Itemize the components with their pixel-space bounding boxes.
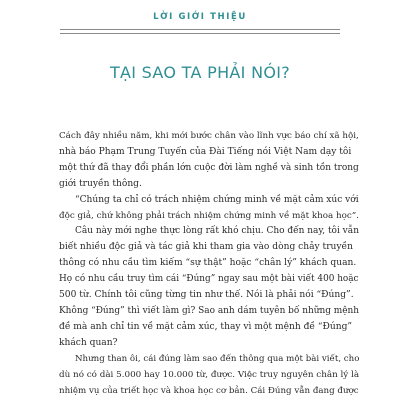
paragraph-1 [59,129,359,193]
text-line: Cách đây nhiều năm, khi mới bước chân vào lĩnh vực báo chí xã hội, [59,131,359,141]
text-line: thông có nhu cầu tìm kiếm “sự thật” hoặc “chân lý” khách quan. [59,258,357,269]
paragraph-3 [59,224,359,351]
text-line: Họ có nhu cầu truy tìm cái “Đúng” ngay sau một bài viết 400 hoặc [59,274,359,285]
text-line: Không “Đúng” thì viết làm gì? Sao anh dám tuyên bố những mệnh [59,305,360,316]
text-line: Câu này mới nghe thực lòng rất khó chịu. Cho đến nay, tôi vẫn [75,226,360,237]
text-line: “Chúng ta chỉ có trách nhiệm chứng minh về mặt cảm xúc với [75,194,359,205]
body-text [59,129,359,399]
section-label: LỜI GIỚI THIỆU [153,12,247,22]
chapter-title: TẠI SAO TA PHẢI NÓI? [109,63,291,82]
text-line: nhiệm vụ của triết học và khoa học cơ bản. Cái Đúng vẫn đang được [59,385,359,396]
header-rule-bottom [60,33,340,34]
text-line: Nhưng than ôi, cái đúng làm sao đến thông qua một bài viết, cho [75,353,360,364]
text-line: biết nhiều độc giả và tác giả khi tham gia vào dòng chảy truyền [59,242,353,253]
text-line: một thứ đã thay đổi phần lớn cuộc đời làm nghề và sinh tồn trong [59,162,359,173]
text-line: đề mà anh chỉ tin về mặt cảm xúc, thay vì một mệnh đề “Đúng” [59,321,353,332]
text-line: 500 từ. Chính tôi cũng từng tin như thế. Nói là phải nói “Đúng”. [59,290,354,301]
header-rule-top [60,29,340,30]
text-line: nhà báo Phạm Trung Tuyến của Đài Tiếng nói Việt Nam dạy tôi [59,146,352,157]
text-line: dù nó có dài 5.000 hay 10.000 từ, được. Việc truy nguyên chân lý là [59,369,360,380]
text-line: độc giả, chứ không phải trách nhiệm chứng minh về mặt khoa học”. [59,210,359,221]
paragraph-4 [59,352,359,400]
paragraph-2 [59,193,359,225]
text-line: khách quan? [59,337,118,348]
text-line: giới truyền thông. [59,178,142,189]
